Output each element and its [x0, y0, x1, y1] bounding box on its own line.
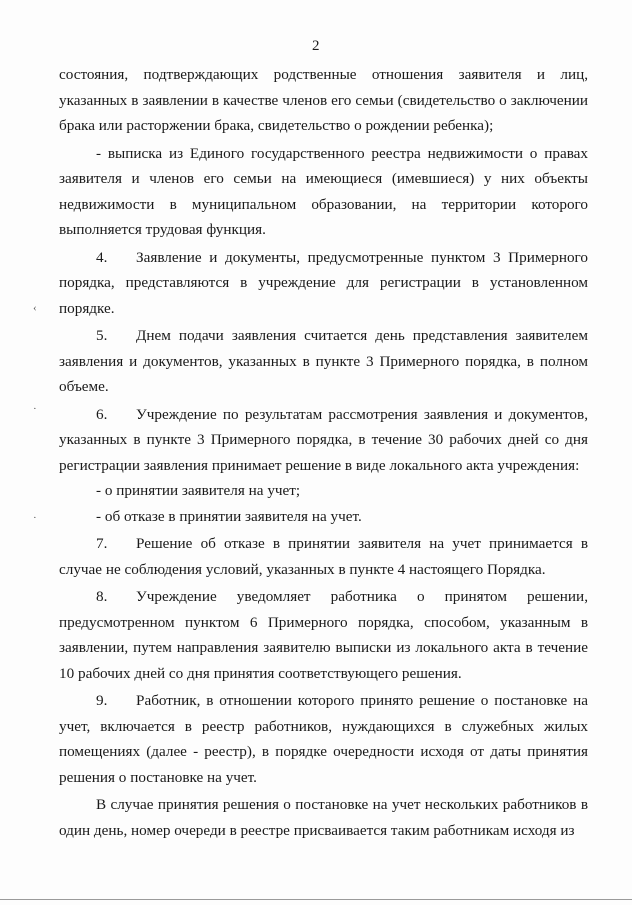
item-text: Решение об отказе в принятии заявителя на учет принимается в случае не соблюдения условий, указанных в пункте 4 настоящего Порядка. [59, 535, 588, 578]
item-number: 5. [96, 327, 108, 344]
paragraph-item-6 [59, 402, 588, 479]
paragraph-item-7 [59, 531, 588, 582]
paragraph-same-day: В случае принятия решения о постановке на учет нескольких работников в один день, номер очереди в реестре присваивается таким работникам исходя из [59, 796, 588, 839]
item-number: 8. [96, 588, 108, 605]
item-text: Учреждение уведомляет работника о принятом решении, предусмотренном пунктом 6 Примерного порядка, способом, указанным в заявлении, путем направления заявителю выписки из локального акта в течение 10 рабочих дней со дня принятия соответствующего решения. [59, 588, 588, 682]
page-number: 2 [312, 38, 320, 54]
paragraph-bullet-accept: - о принятии заявителя на учет; [96, 482, 301, 499]
paragraph-item-9 [59, 688, 588, 790]
paragraph-continuation: состояния, подтверждающих родственные отношения заявителя и лиц, указанных в заявлении в качестве членов его семьи (свидетельство о заключении брака или расторжении брака, свидетельство о рождении ребенка); [59, 66, 588, 134]
item-text: Учреждение по результатам рассмотрения заявления и документов, указанных в пункте 3 Примерного порядка, в течение 30 рабочих дней со дня регистрации заявления принимает решение в виде локального акта учреждения: [59, 405, 588, 474]
paragraph-item-4 [59, 245, 588, 322]
margin-scan-mark: · [33, 512, 37, 524]
margin-scan-mark: ‹ [33, 302, 37, 314]
paragraph-item-5 [59, 323, 588, 400]
item-text: Заявление и документы, предусмотренные пунктом 3 Примерного порядка, представляются в учреждение для регистрации в установленном порядке. [59, 248, 588, 317]
scan-edge-line [0, 899, 632, 900]
paragraph-bullet-refuse: - об отказе в принятии заявителя на учет. [96, 507, 362, 525]
item-text: Днем подачи заявления считается день представления заявителем заявления и документов, указанных в пункте 3 Примерного порядка, в полном объеме. [59, 327, 588, 395]
margin-scan-mark: · [33, 403, 37, 415]
item-number: 7. [96, 535, 108, 552]
item-number: 4. [96, 248, 108, 266]
item-number: 9. [96, 692, 108, 709]
paragraph-bullet-egrn: - выписка из Единого государственного реестра недвижимости о правах заявителя и членов его семьи на имеющиеся (имевшиеся) у них объекты недвижимости в муниципальном образовании, на территории которого выполняется трудовая функция. [59, 144, 588, 238]
item-text: Работник, в отношении которого принято решение о постановке на учет, включается в реестр работников, нуждающихся в служебных жилых помещениях (далее - реестр), в порядке очередности исходя от даты принятия решения о постановке на учет. [59, 692, 588, 786]
document-body [59, 62, 588, 843]
item-number: 6. [96, 405, 108, 423]
paragraph-item-8 [59, 584, 588, 686]
